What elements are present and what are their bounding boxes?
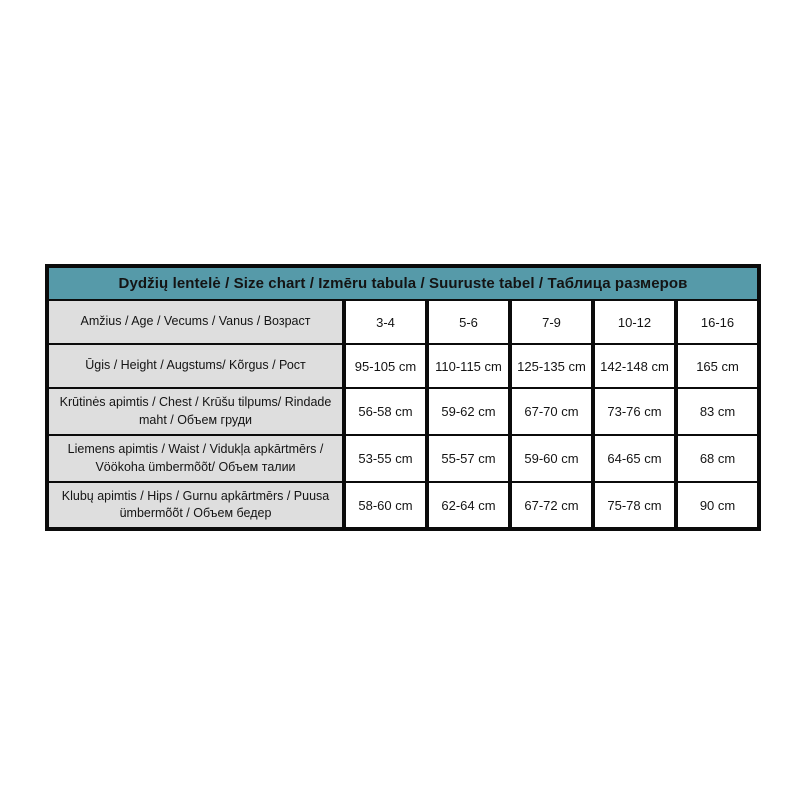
age-value-size1: 3-4 (344, 300, 427, 344)
chest-value-size3: 67-70 cm (510, 388, 593, 435)
size-chart-table (45, 264, 761, 531)
height-value-size1: 95-105 cm (344, 344, 427, 388)
hips-value-size5: 90 cm (676, 482, 759, 529)
hips-value-size3: 67-72 cm (510, 482, 593, 529)
chest-value-size5: 83 cm (676, 388, 759, 435)
age-value-size2: 5-6 (427, 300, 510, 344)
table-row-hips (47, 482, 759, 529)
waist-value-size3: 59-60 cm (510, 435, 593, 482)
table-row-chest (47, 388, 759, 435)
age-value-size3: 7-9 (510, 300, 593, 344)
chest-value-size4: 73-76 cm (593, 388, 676, 435)
hips-value-size1: 58-60 cm (344, 482, 427, 529)
table-row-age (47, 300, 759, 344)
waist-value-size2: 55-57 cm (427, 435, 510, 482)
table-row-height (47, 344, 759, 388)
table-row-waist (47, 435, 759, 482)
size-chart-title: Dydžių lentelė / Size chart / Izmēru tabula / Suuruste tabel / Таблица размеров (47, 266, 759, 300)
height-value-size4: 142-148 cm (593, 344, 676, 388)
age-value-size5: 16-16 (676, 300, 759, 344)
row-label-hips: Klubų apimtis / Hips / Gurnu apkārtmērs / Puusa ümbermõõt / Объем бедер (47, 482, 344, 529)
hips-value-size4: 75-78 cm (593, 482, 676, 529)
row-label-waist: Liemens apimtis / Waist / Vidukļa apkārtmērs / Vöökoha ümbermõõt/ Объем талии (47, 435, 344, 482)
table-header-row (47, 266, 759, 300)
height-value-size2: 110-115 cm (427, 344, 510, 388)
height-value-size5: 165 cm (676, 344, 759, 388)
row-label-age: Amžius / Age / Vecums / Vanus / Возраст (47, 300, 344, 344)
waist-value-size5: 68 cm (676, 435, 759, 482)
row-label-chest: Krūtinės apimtis / Chest / Krūšu tilpums/ Rindade maht / Объем груди (47, 388, 344, 435)
waist-value-size4: 64-65 cm (593, 435, 676, 482)
height-value-size3: 125-135 cm (510, 344, 593, 388)
hips-value-size2: 62-64 cm (427, 482, 510, 529)
chest-value-size2: 59-62 cm (427, 388, 510, 435)
row-label-height: Ūgis / Height / Augstums/ Kõrgus / Рост (47, 344, 344, 388)
age-value-size4: 10-12 (593, 300, 676, 344)
chest-value-size1: 56-58 cm (344, 388, 427, 435)
waist-value-size1: 53-55 cm (344, 435, 427, 482)
